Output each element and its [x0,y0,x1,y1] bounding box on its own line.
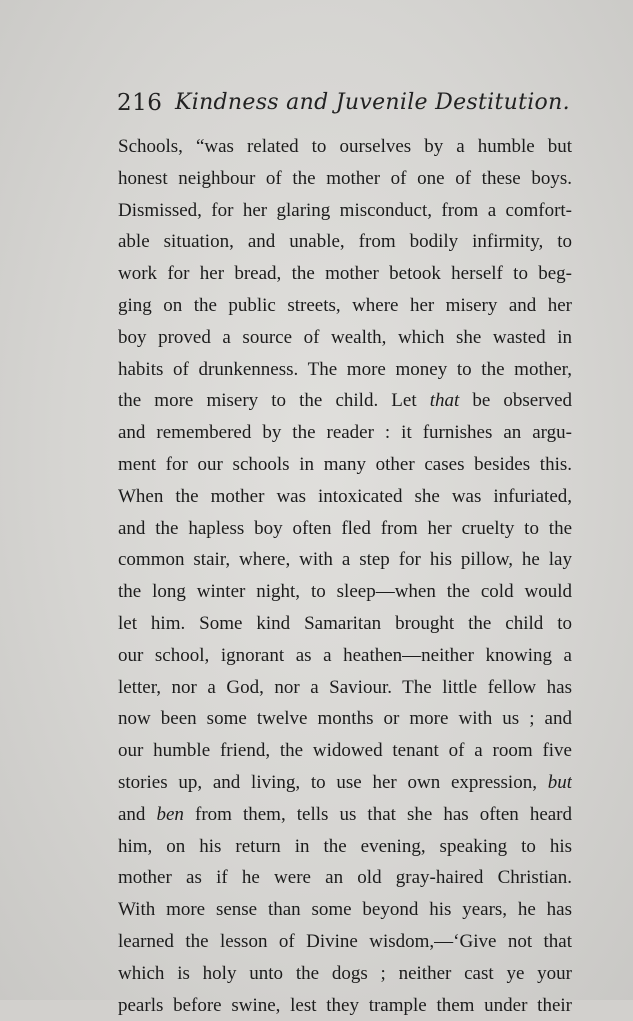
text-line: When the mother was intoxicated she was infuriated, [118,485,572,507]
text-line: habits of drunkenness. The more money to the mother, [118,358,572,380]
running-title: Kindness and Juvenile Destitution. [175,90,570,115]
text-line: him, on his return in the evening, speaking to his [118,835,572,857]
text-line: work for her bread, the mother betook herself to beg- [118,263,572,285]
page-number: 216 [117,90,163,116]
text-line: which is holy unto the dogs ; neither cast ye your [118,962,572,984]
text-line: letter, nor a God, nor a Saviour. The little fellow has [118,676,572,698]
text-line: our humble friend, the widowed tenant of a room five [118,740,572,762]
text-line: boy proved a source of wealth, which she wasted in [118,326,572,348]
text-line: the more misery to the child. Let that be observed [118,390,572,412]
text-line: able situation, and unable, from bodily infirmity, to [118,231,572,253]
text-line: Schools, “was related to ourselves by a humble but [118,136,572,157]
text-line: let him. Some kind Samaritan brought the child to [118,612,572,634]
body-text [118,131,572,1021]
text-line: the long winter night, to sleep—when the cold would [118,581,572,603]
text-line: stories up, and living, to use her own expression, but [118,771,572,793]
text-line: With more sense than some beyond his years, he has [118,899,572,921]
text-line: ging on the public streets, where her misery and her [118,294,572,316]
text-line: Dismissed, for her glaring misconduct, from a comfort- [118,199,572,221]
text-line: now been some twelve months or more with us ; and [118,708,572,730]
text-line: honest neighbour of the mother of one of these boys. [118,167,572,189]
text-line: mother as if he were an old gray-haired Christian. [118,867,572,889]
text-line: common stair, where, with a step for his pillow, he lay [118,549,572,571]
text-line: and the hapless boy often fled from her cruelty to the [118,517,572,539]
text-line: pearls before swine, lest they trample them under their [118,994,572,1016]
text-line: our school, ignorant as a heathen—neither knowing a [118,644,572,666]
text-line: and remembered by the reader : it furnishes an argu- [118,422,572,444]
text-line: learned the lesson of Divine wisdom,—‘Give not that [118,930,572,952]
page-header [117,86,570,122]
text-line: and ben from them, tells us that she has often heard [118,803,572,825]
text-line: ment for our schools in many other cases besides this. [118,453,572,475]
